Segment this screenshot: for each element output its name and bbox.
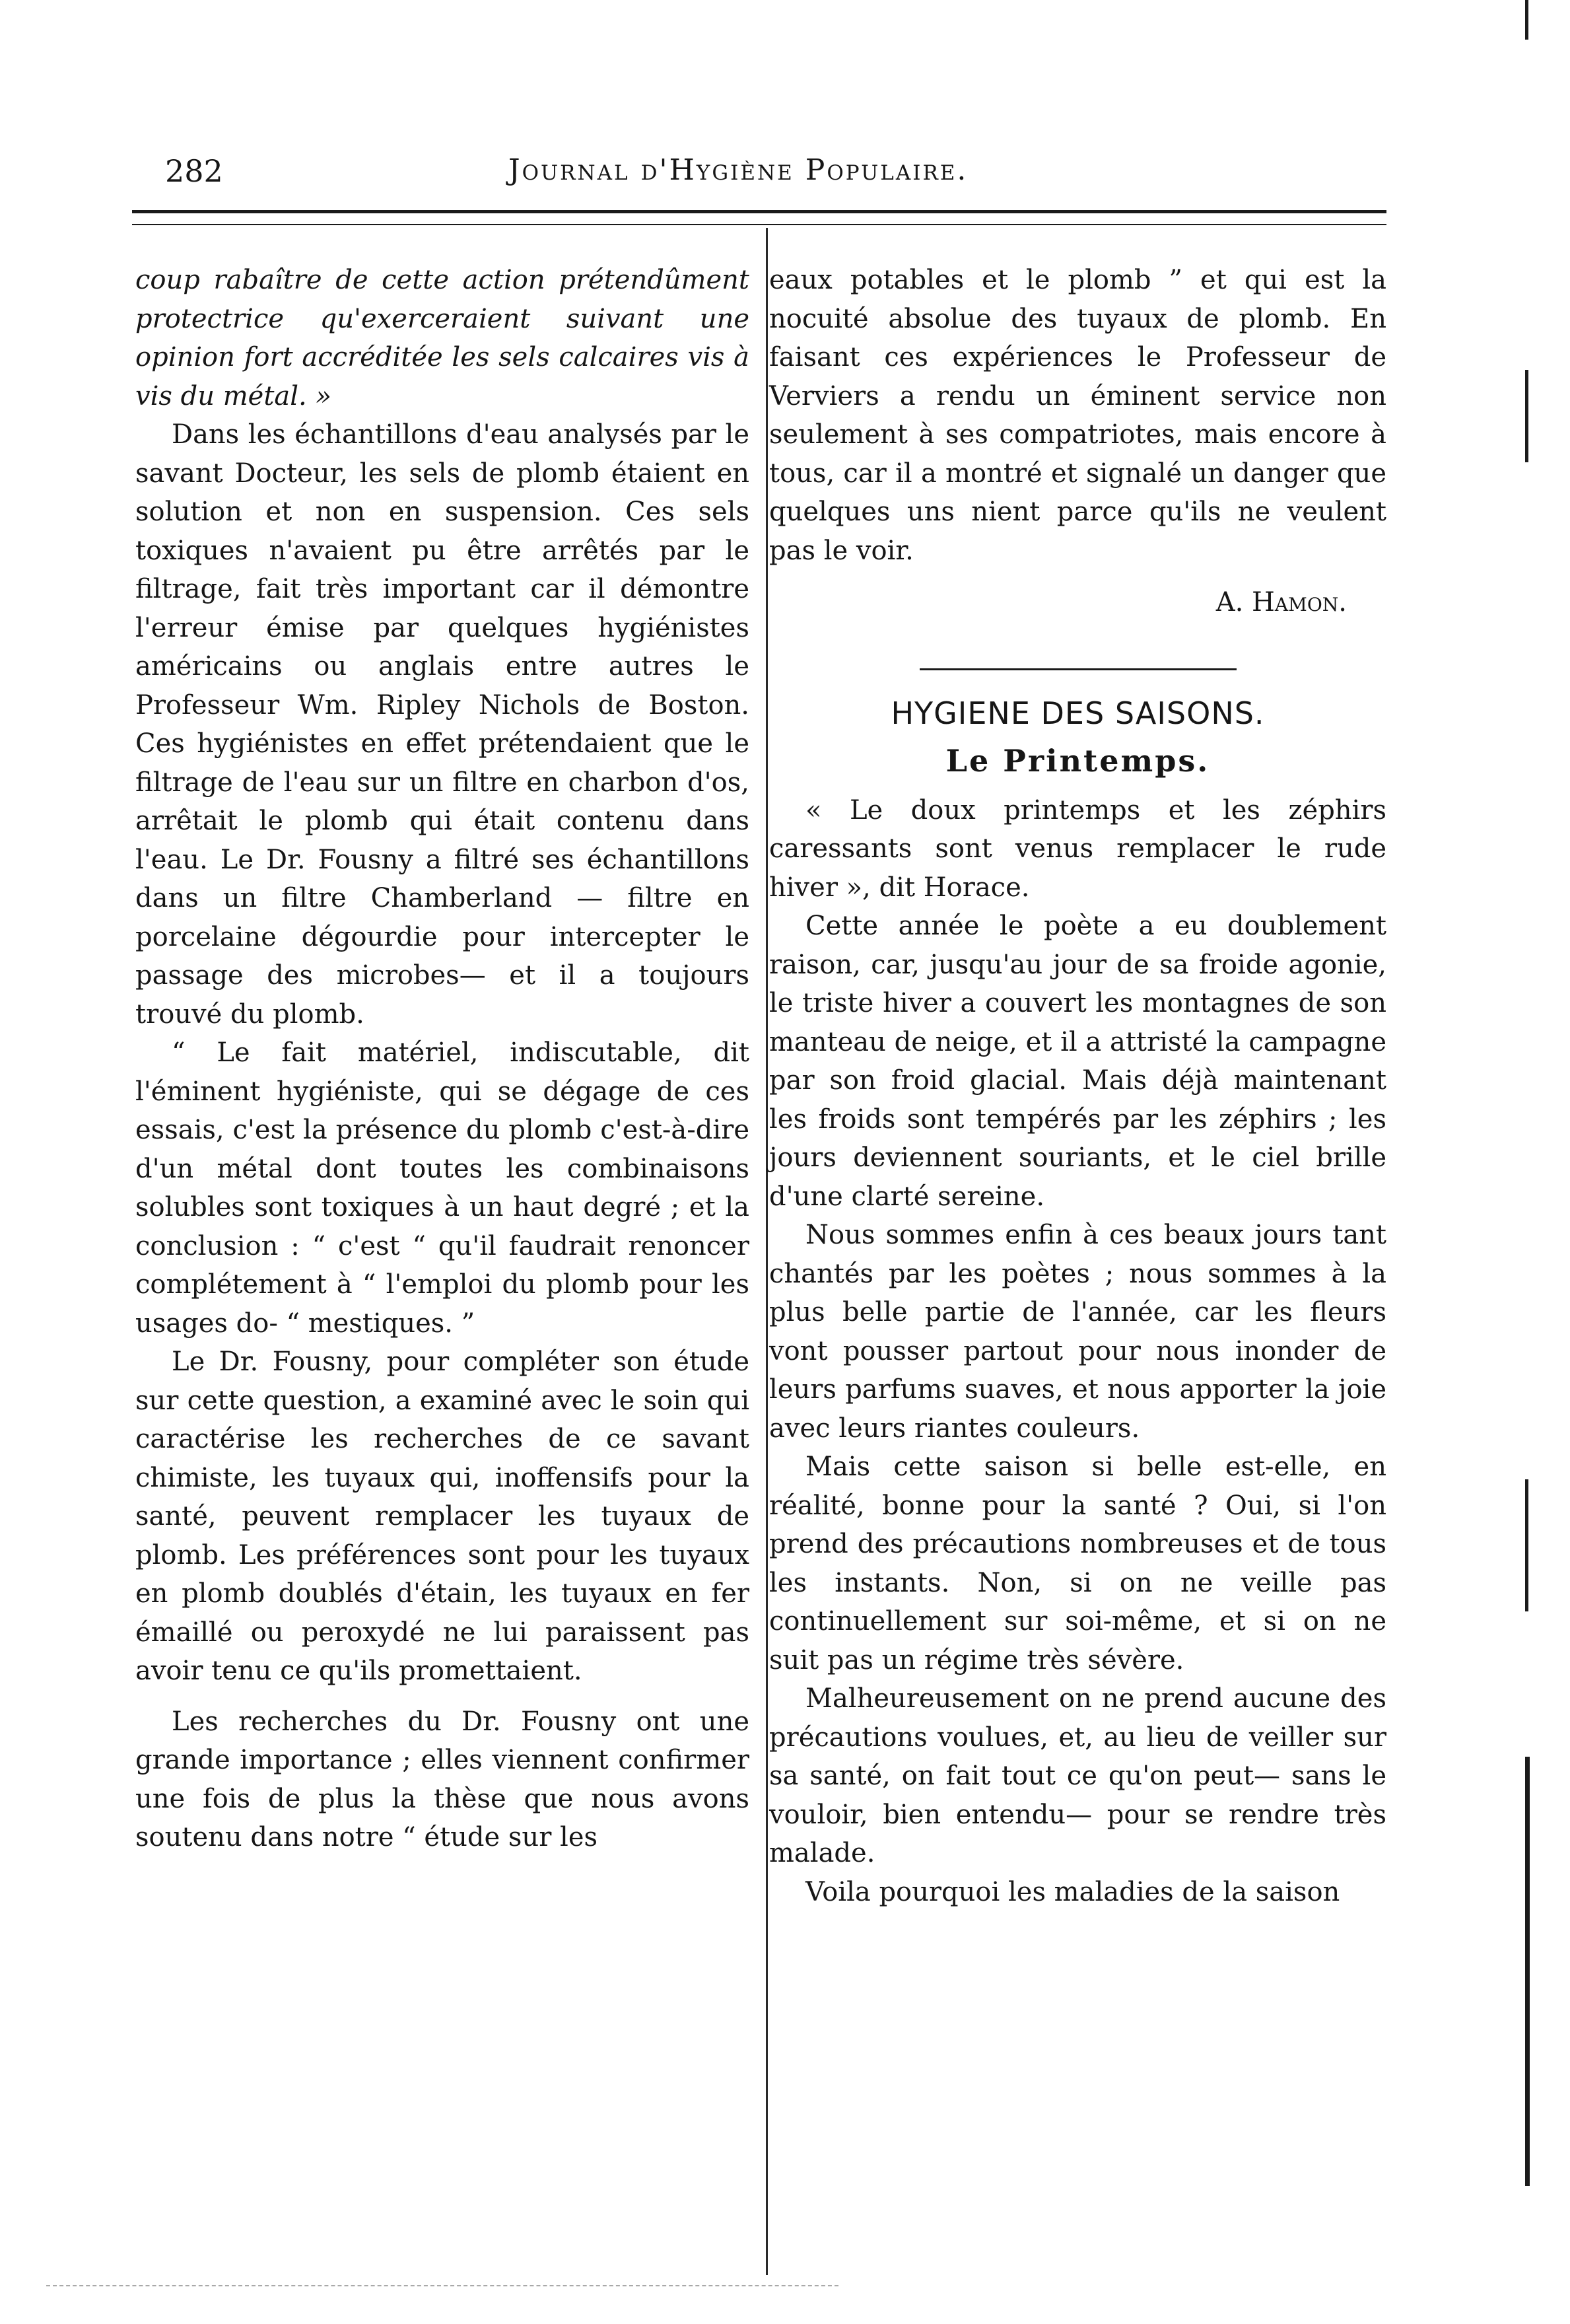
left-paragraph-3: “ Le fait matériel, indiscutable, dit l'éminent hygiéniste, qui se dégage de ces essais, c'est la présence du plomb c'est-à-dire d'un métal dont toutes les combinaisons solubles sont toxiques à un haut degré ; et la conclusion : “ c'est “ qu'il faudrait renoncer complétement à “ l'emploi du plomb pour les usages do- “ mestiques. ” bbox=[135, 1038, 749, 1339]
left-paragraph-4: Le Dr. Fousny, pour compléter son étude sur cette question, a examiné avec le soin qui caractérise les recherches de ce savant chimiste, les tuyaux qui, inoffensifs pour la santé, peuvent remplacer les tuyaux de plomb. Les préférences sont pour les tuyaux en plomb doublés d'étain, les tuyaux en fer émaillé ou peroxydé ne lui paraissent pas avoir tenu ce qu'ils promettaient. bbox=[135, 1347, 749, 1686]
section-title: HYGIENE DES SAISONS. bbox=[891, 695, 1265, 731]
scan-edge-mark-upper bbox=[1525, 370, 1528, 462]
page-header bbox=[165, 153, 1380, 193]
right-paragraph-6: Voila pourquoi les maladies de la saison bbox=[805, 1876, 1340, 1907]
scan-edge-mark-middle bbox=[1525, 1479, 1528, 1611]
right-column bbox=[769, 261, 1386, 1911]
header-double-rule bbox=[132, 210, 1386, 225]
scan-edge-mark-lower bbox=[1525, 1757, 1530, 2186]
left-paragraph-1: coup rabaître de cette action prétendûment protectrice qu'exerceraient suivant une opinion fort accréditée les sels calcaires vis à vis du métal. » bbox=[135, 265, 749, 411]
right-paragraph-2: Cette année le poète a eu doublement raison, car, jusqu'au jour de sa froide agonie, le triste hiver a couvert les montagnes de son manteau de neige, et il a attristé la campagne par son froid glacial. Mais déjà maintenant les froids sont tempérés par les zéphirs ; les jours deviennent souriants, et le ciel brille d'une clarté sereine. bbox=[769, 911, 1386, 1212]
right-paragraph-3: Nous sommes enfin à ces beaux jours tant chantés par les poètes ; nous sommes à la plus belle partie de l'année, car les fleurs vont pousser partout pour nous inonder de leurs parfums suaves, et nous apporter la joie avec leurs riantes couleurs. bbox=[769, 1220, 1386, 1444]
right-paragraph-4: Mais cette saison si belle est-elle, en réalité, bonne pour la santé ? Oui, si l'on prend des précautions nombreuses et de tous les instants. Non, si on ne veille pas continuellement sur soi-même, et si on ne suit pas un régime très sévère. bbox=[769, 1452, 1386, 1675]
left-paragraph-2: Dans les échantillons d'eau analysés par le savant Docteur, les sels de plomb étaient en solution et non en suspension. Ces sels toxiques n'avaient pu être arrêtés par le filtrage, fait très important car il démontre l'erreur émise par quelques hygiénistes américains ou anglais entre autres le Professeur Wm. Ripley Nichols de Boston. Ces hygiénistes en effet prétendaient que le filtrage de l'eau sur un filtre en charbon d'os, arrêtait le plomb qui était contenu dans l'eau. Le Dr. Fousny a filtré ses échantillons dans un filtre Chamberland — filtre en porcelaine dégourdie pour intercepter le passage des microbes— et il a toujours trouvé du plomb. bbox=[135, 419, 749, 1030]
section-subtitle: Le Printemps. bbox=[945, 743, 1210, 779]
right-paragraph-1: « Le doux printemps et les zéphirs caressants sont venus remplacer le rude hiver », dit Horace. bbox=[769, 794, 1386, 903]
left-paragraph-5: Les recherches du Dr. Fousny ont une grande importance ; elles viennent confirmer une fois de plus la thèse que nous avons soutenu dans notre “ étude sur les bbox=[135, 1706, 749, 1852]
running-title: Journal d'Hygiène Populaire. bbox=[508, 153, 969, 187]
footer-scan-noise bbox=[46, 2285, 838, 2296]
page-number: 282 bbox=[165, 153, 223, 189]
column-divider bbox=[766, 228, 768, 2275]
left-column bbox=[135, 261, 749, 1857]
right-intro-paragraph: eaux potables et le plomb ” et qui est la nocuité absolue des tuyaux de plomb. En faisant ces expériences le Professeur de Verviers a rendu un éminent service non seulement à ses compatriotes, mais encore à tous, car il a montré et signalé un danger que quelques uns nient parce qu'ils ne veulent pas le voir. bbox=[769, 265, 1386, 566]
author-signature: A. Hamon. bbox=[1215, 587, 1347, 617]
section-separator-rule bbox=[920, 668, 1237, 670]
right-paragraph-5: Malheureusement on ne prend aucune des précautions voulues, et, au lieu de veiller sur sa santé, on fait tout ce qu'on peut— sans le vouloir, bien entendu— pour se rendre très malade. bbox=[769, 1683, 1386, 1868]
scan-edge-mark-top bbox=[1525, 0, 1528, 40]
